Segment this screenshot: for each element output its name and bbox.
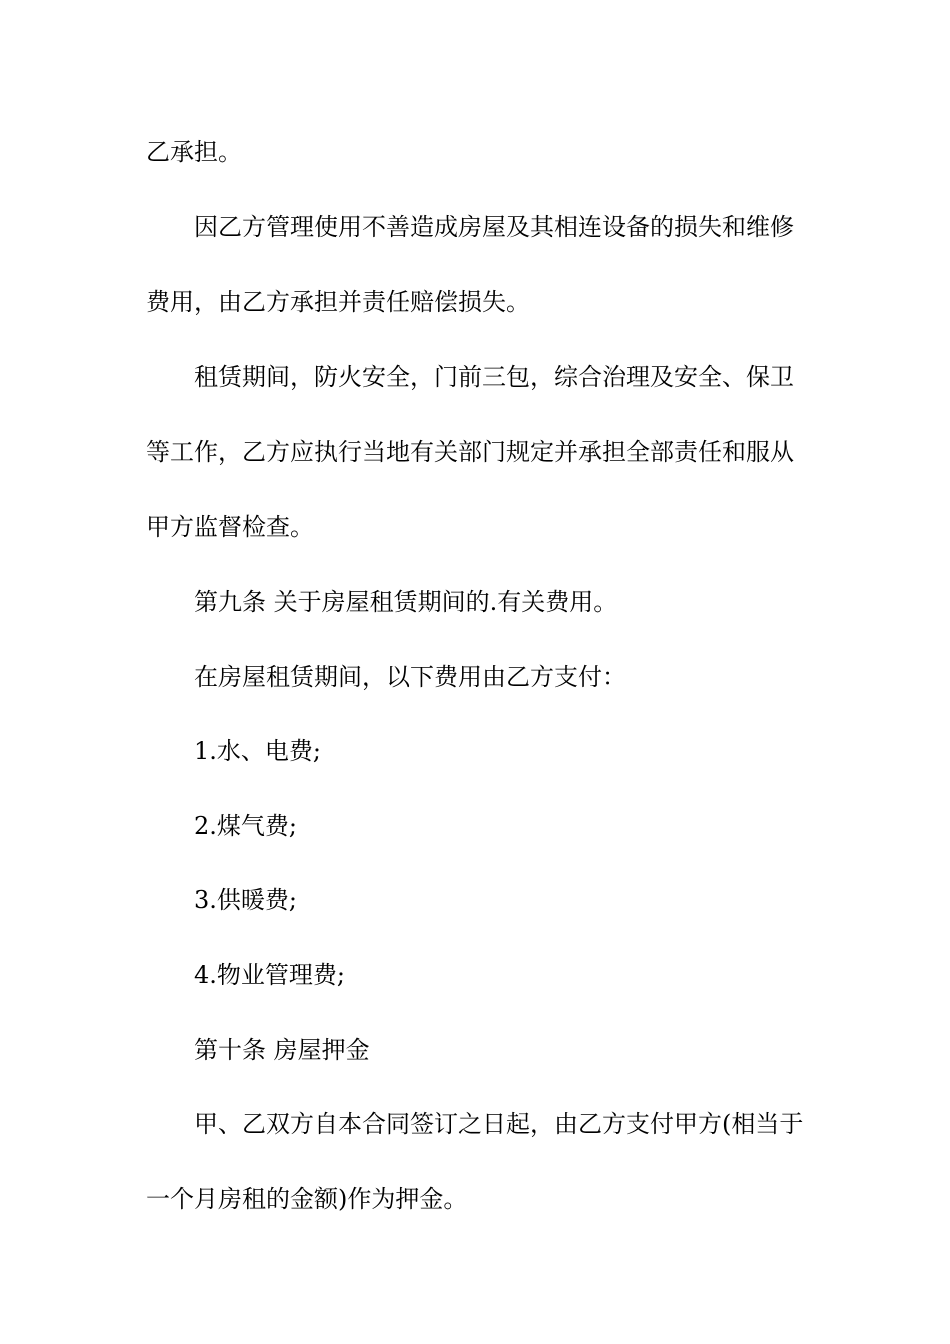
text-line: 费用，由乙方承担并责任赔偿损失。 bbox=[146, 288, 530, 316]
list-item: 4.物业管理费; bbox=[194, 961, 345, 989]
article-heading-10: 第十条 房屋押金 bbox=[194, 1036, 370, 1064]
paragraph-line: 在房屋租赁期间，以下费用由乙方支付： bbox=[194, 663, 626, 691]
paragraph-line: 租赁期间，防火安全，门前三包，综合治理及安全、保卫 bbox=[194, 363, 794, 391]
list-item: 2.煤气费; bbox=[194, 812, 297, 840]
article-heading-9: 第九条 关于房屋租赁期间的.有关费用。 bbox=[194, 588, 618, 616]
text-line: 一个月房租的金额)作为押金。 bbox=[146, 1185, 468, 1213]
list-item: 1.水、电费; bbox=[194, 737, 321, 765]
text-line: 等工作，乙方应执行当地有关部门规定并承担全部责任和服从 bbox=[146, 438, 794, 466]
paragraph-line: 因乙方管理使用不善造成房屋及其相连设备的损失和维修 bbox=[194, 213, 794, 241]
list-item: 3.供暖费; bbox=[194, 886, 297, 914]
paragraph-line: 甲、乙双方自本合同签订之日起，由乙方支付甲方(相当于 bbox=[194, 1110, 804, 1138]
text-line: 甲方监督检查。 bbox=[146, 513, 314, 541]
text-line: 乙承担。 bbox=[146, 138, 242, 166]
